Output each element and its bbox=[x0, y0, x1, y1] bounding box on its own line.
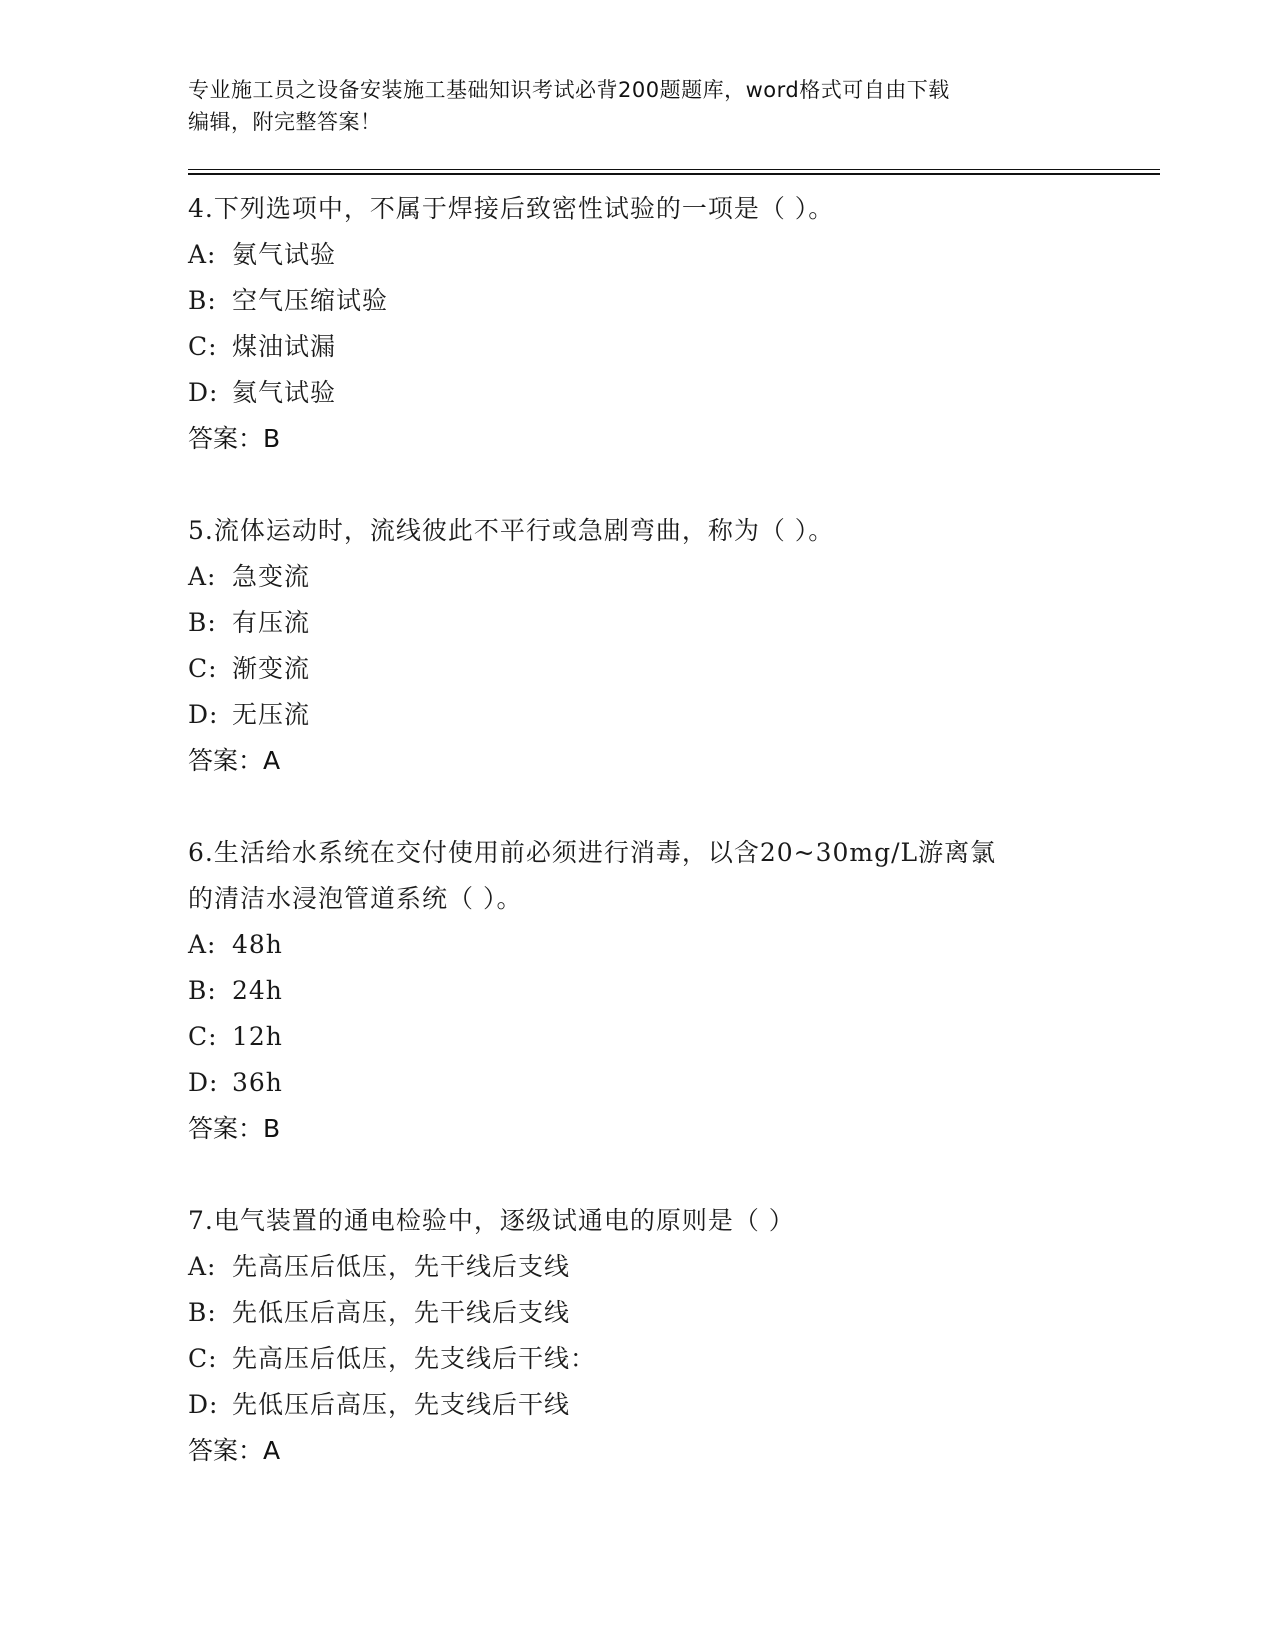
option-key: C: bbox=[188, 654, 218, 683]
option-a bbox=[188, 922, 1088, 968]
answer-line: 答案：B bbox=[188, 424, 281, 453]
question-item bbox=[188, 186, 1088, 462]
option-b bbox=[188, 968, 1088, 1014]
option-d bbox=[188, 1060, 1088, 1106]
option-b bbox=[188, 1290, 1088, 1336]
document-header bbox=[188, 74, 1068, 138]
option-key: A: bbox=[188, 930, 217, 959]
option-key: A: bbox=[188, 240, 217, 269]
option-key: B: bbox=[188, 1298, 217, 1327]
question-item bbox=[188, 508, 1088, 784]
question-item bbox=[188, 830, 1088, 1152]
option-key: A: bbox=[188, 1252, 217, 1281]
option-text: 12h bbox=[232, 1022, 283, 1051]
option-c bbox=[188, 324, 1088, 370]
option-text: 氨气试验 bbox=[232, 240, 337, 269]
option-text: 空气压缩试验 bbox=[232, 286, 389, 315]
question-stem: 5.流体运动时，流线彼此不平行或急剧弯曲，称为（ ）。 bbox=[188, 516, 835, 545]
option-text: 氦气试验 bbox=[232, 378, 337, 407]
question-stem: 4.下列选项中，不属于焊接后致密性试验的一项是（ ）。 bbox=[188, 194, 835, 223]
option-a bbox=[188, 1244, 1088, 1290]
question-stem: 7.电气装置的通电检验中，逐级试通电的原则是（ ） bbox=[188, 1206, 795, 1235]
option-key: D: bbox=[188, 378, 219, 407]
option-d bbox=[188, 692, 1088, 738]
option-text: 急变流 bbox=[232, 562, 311, 591]
question-spacer bbox=[188, 462, 1088, 508]
option-c bbox=[188, 646, 1088, 692]
option-b bbox=[188, 278, 1088, 324]
option-key: C: bbox=[188, 1022, 218, 1051]
question-stem-continued: 的清洁水浸泡管道系统（ ）。 bbox=[188, 884, 523, 913]
option-text: 煤油试漏 bbox=[232, 332, 337, 361]
answer-line: 答案：A bbox=[188, 746, 281, 775]
option-text: 先高压后低压，先干线后支线 bbox=[232, 1252, 571, 1281]
option-text: 渐变流 bbox=[232, 654, 311, 683]
option-key: B: bbox=[188, 286, 217, 315]
option-key: A: bbox=[188, 562, 217, 591]
question-spacer bbox=[188, 784, 1088, 830]
question-list bbox=[188, 186, 1088, 1474]
question-item bbox=[188, 1198, 1088, 1474]
option-a bbox=[188, 232, 1088, 278]
option-text: 无压流 bbox=[232, 700, 311, 729]
option-key: B: bbox=[188, 976, 217, 1005]
option-key: B: bbox=[188, 608, 217, 637]
option-text: 36h bbox=[232, 1068, 283, 1097]
answer-line: 答案：B bbox=[188, 1114, 281, 1143]
option-text: 24h bbox=[232, 976, 283, 1005]
option-key: D: bbox=[188, 700, 219, 729]
question-spacer bbox=[188, 1152, 1088, 1198]
option-c bbox=[188, 1014, 1088, 1060]
option-key: C: bbox=[188, 1344, 218, 1373]
header-divider-thick bbox=[188, 173, 1160, 175]
option-text: 先高压后低压，先支线后干线： bbox=[232, 1344, 597, 1373]
option-key: D: bbox=[188, 1068, 219, 1097]
option-text: 48h bbox=[232, 930, 283, 959]
option-d bbox=[188, 1382, 1088, 1428]
header-divider-thin bbox=[188, 169, 1160, 170]
question-stem: 6.生活给水系统在交付使用前必须进行消毒，以含20~30mg/L游离氯 bbox=[188, 838, 997, 867]
header-line-2: 编辑，附完整答案！ bbox=[188, 110, 382, 134]
option-key: C: bbox=[188, 332, 218, 361]
header-line-1: 专业施工员之设备安装施工基础知识考试必背200题题库，word格式可自由下载 bbox=[188, 78, 950, 102]
option-text: 先低压后高压，先干线后支线 bbox=[232, 1298, 571, 1327]
option-b bbox=[188, 600, 1088, 646]
answer-line: 答案：A bbox=[188, 1436, 281, 1465]
option-a bbox=[188, 554, 1088, 600]
option-d bbox=[188, 370, 1088, 416]
option-key: D: bbox=[188, 1390, 219, 1419]
option-text: 先低压后高压，先支线后干线 bbox=[232, 1390, 571, 1419]
option-c bbox=[188, 1336, 1088, 1382]
option-text: 有压流 bbox=[232, 608, 311, 637]
